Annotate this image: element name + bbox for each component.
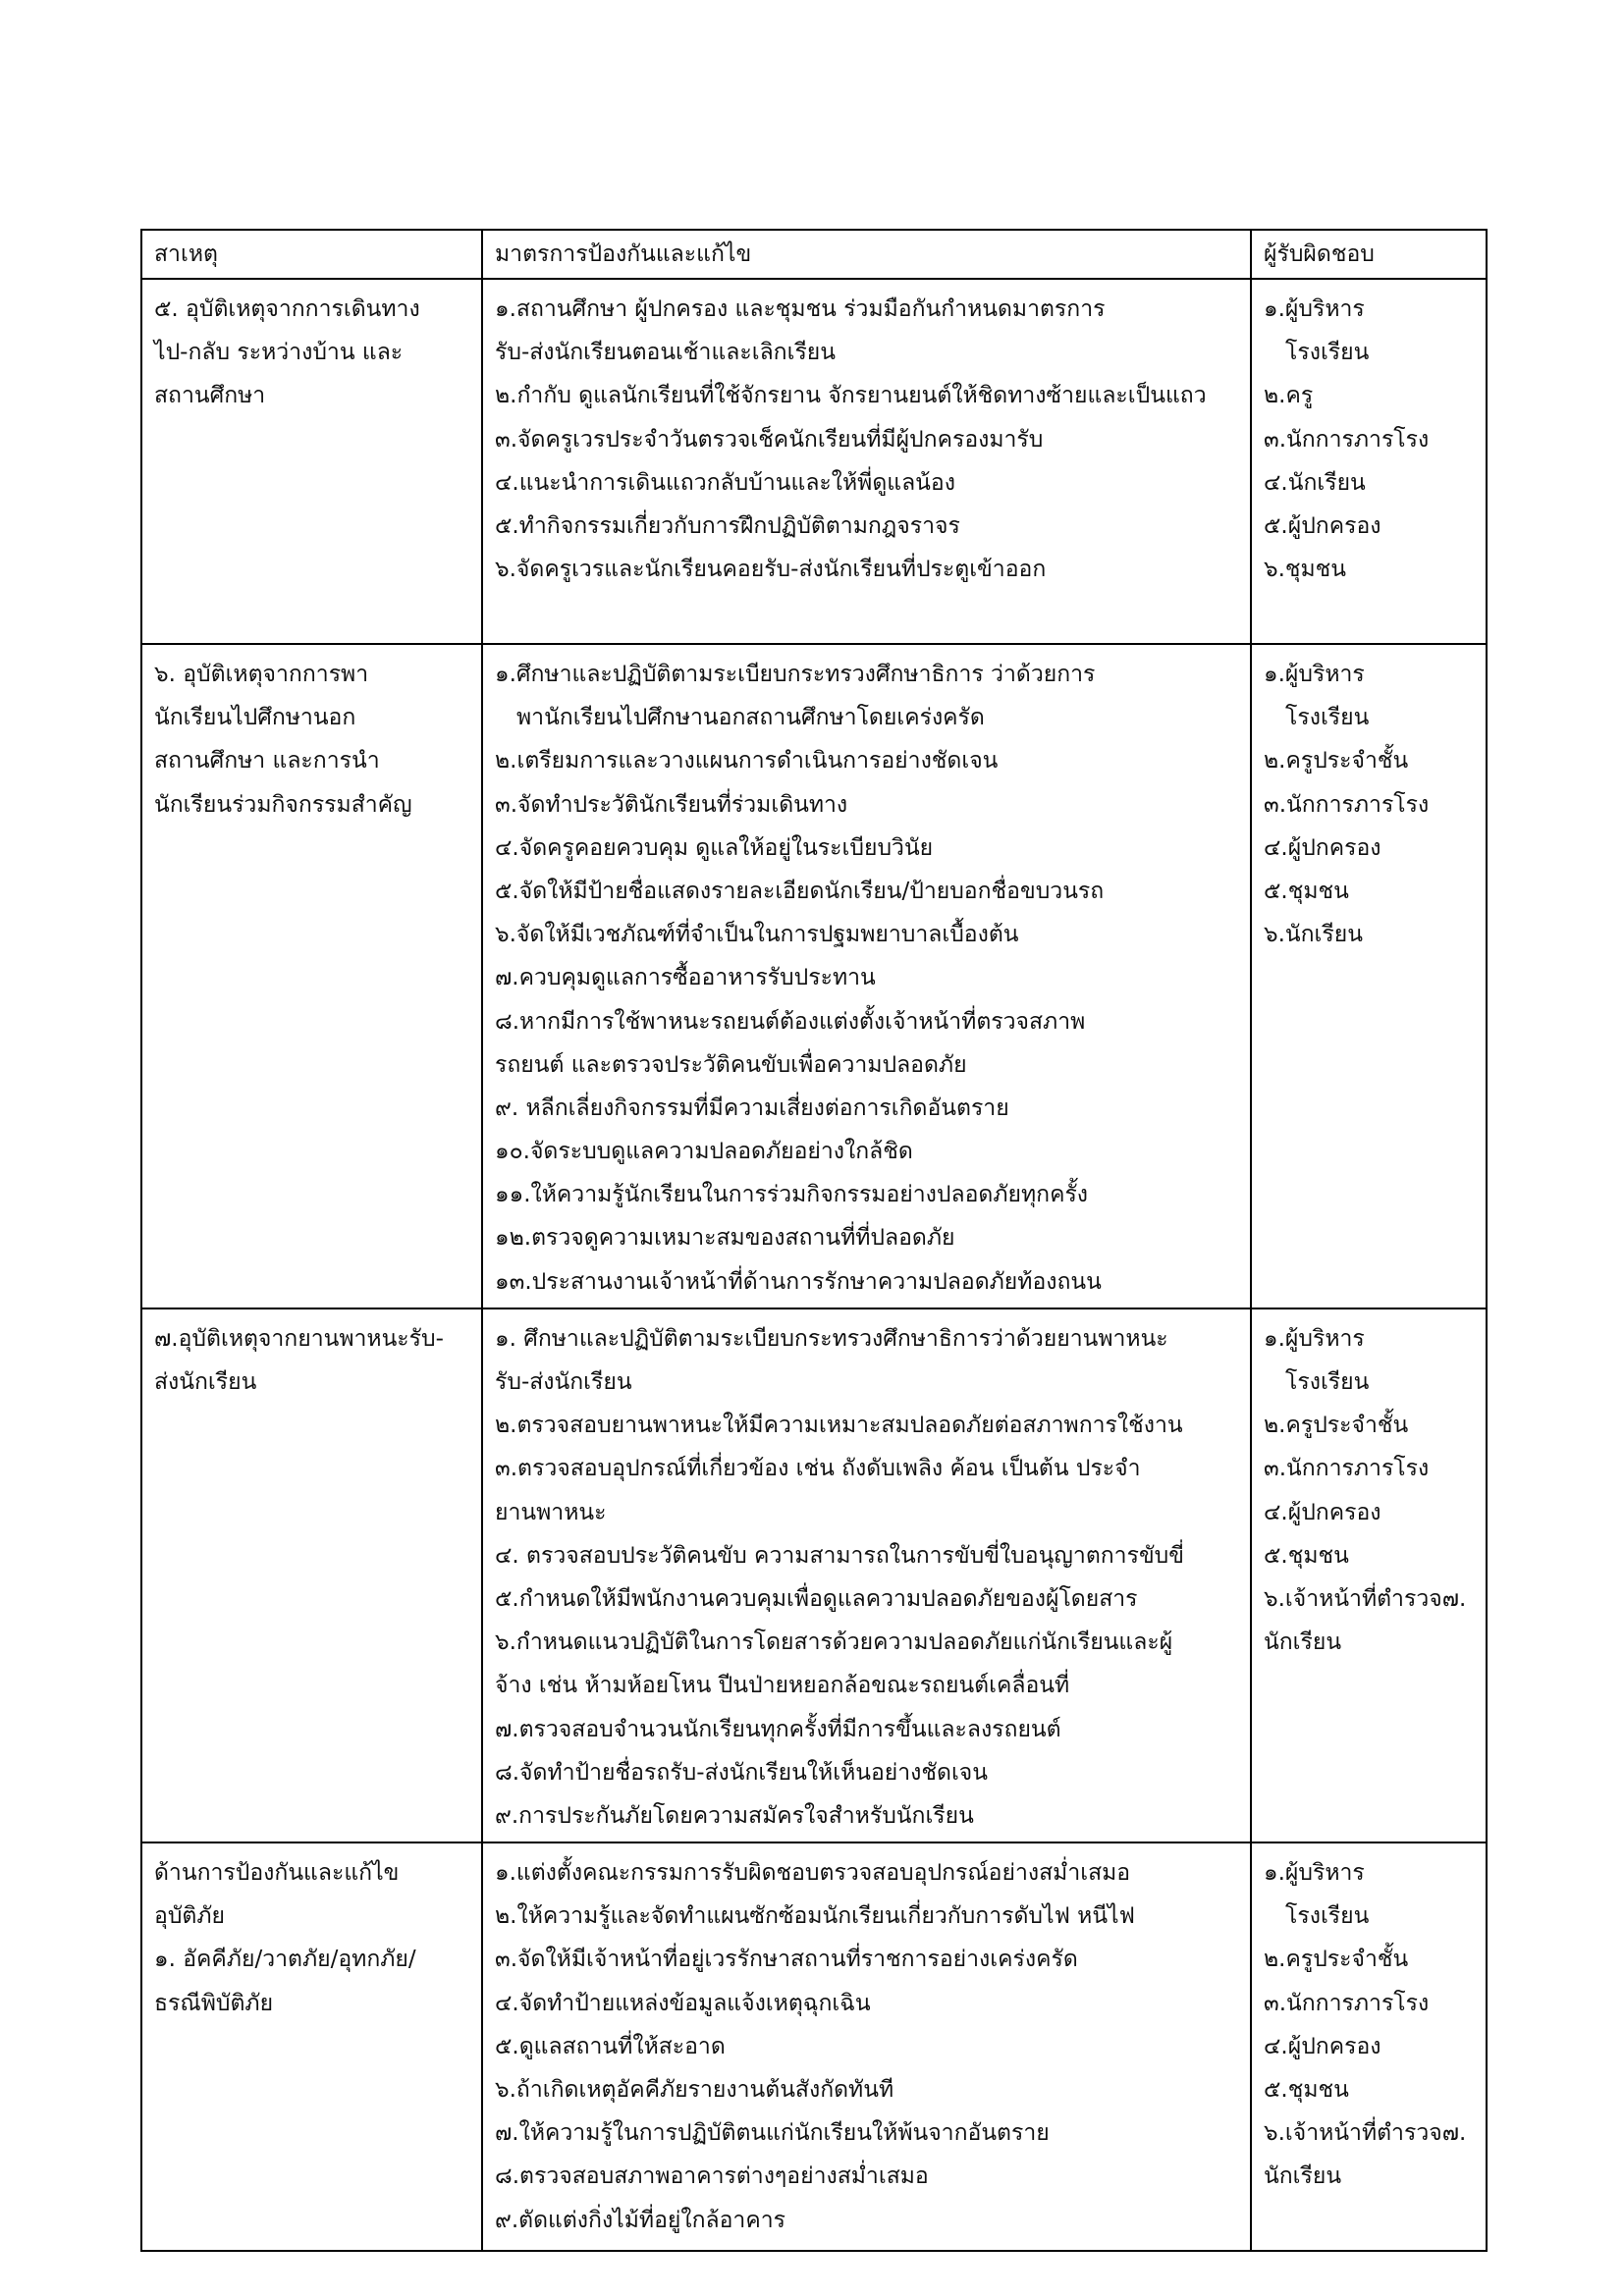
measure-line: ๑.ศึกษาและปฏิบัติตามระเบียบกระทรวงศึกษาธิการ ว่าด้วยการ <box>495 662 1096 687</box>
measures-table <box>140 229 1488 2252</box>
measure-line: ๗.ตรวจสอบจำนวนนักเรียนทุกครั้งที่มีการขึ้นและลงรถยนต์ <box>495 1716 1061 1742</box>
measure-line: ๗.ควบคุมดูแลการซื้ออาหารรับประทาน <box>495 965 876 991</box>
measure-line: ๘.ตรวจสอบสภาพอาคารต่างๆอย่างสม่ำเสมอ <box>495 2163 929 2190</box>
measure-line: รับ-ส่งนักเรียนตอนเช้าและเลิกเรียน <box>495 340 837 366</box>
responsible-line: โรงเรียน <box>1285 1903 1370 1930</box>
cause-line: สถานศึกษา <box>154 383 266 409</box>
table-row <box>141 644 1487 1308</box>
cause-line: ด้านการป้องกันและแก้ไข <box>154 1860 400 1887</box>
measure-line: ๖.กำหนดแนวปฏิบัติในการโดยสารด้วยความปลอดภัยแก่นักเรียนและผู้ <box>495 1629 1173 1656</box>
responsible-line: ๑.ผู้บริหาร <box>1264 662 1365 687</box>
cause-line: นักเรียนไปศึกษานอก <box>154 705 356 731</box>
responsible-line: ๑.ผู้บริหาร <box>1264 1860 1365 1887</box>
header-cause: สาเหตุ <box>141 230 482 279</box>
measure-line: ๙.ตัดแต่งกิ่งไม้ที่อยู่ใกล้อาคาร <box>495 2207 785 2233</box>
measure-line: ๒.กำกับ ดูแลนักเรียนที่ใช้จักรยาน จักรยานยนต์ให้ชิดทางซ้ายและเป็นแถว <box>495 383 1207 409</box>
measure-line: พานักเรียนไปศึกษานอกสถานศึกษาโดยเคร่งครัด <box>516 705 985 731</box>
measure-line: ๓.จัดครูเวรประจำวันตรวจเช็คนักเรียนที่มีผู้ปกครองมารับ <box>495 426 1044 453</box>
measure-line: ๒.ตรวจสอบยานพาหนะให้มีความเหมาะสมปลอดภัยต่อสภาพการใช้งาน <box>495 1413 1183 1439</box>
measure-line: รับ-ส่งนักเรียน <box>495 1369 632 1395</box>
table-header-row <box>141 230 1487 279</box>
cause-line: ๕. อุบัติเหตุจากการเดินทาง <box>154 296 420 322</box>
measure-line: ๓.ตรวจสอบอุปกรณ์ที่เกี่ยวข้อง เช่น ถังดับเพลิง ค้อน เป็นต้น ประจำ <box>495 1456 1141 1482</box>
measure-line: ๙. หลีกเลี่ยงกิจกรรมที่มีความเสี่ยงต่อการเกิดอันตราย <box>495 1095 1009 1121</box>
measure-line: ๓.จัดทำประวัตินักเรียนที่ร่วมเดินทาง <box>495 791 848 818</box>
responsible-cell <box>1251 279 1487 644</box>
responsible-line: ๔.ผู้ปกครอง <box>1264 2033 1381 2059</box>
measures-cell <box>482 644 1251 1308</box>
header-responsible: ผู้รับผิดชอบ <box>1251 230 1487 279</box>
measure-line: ๘.หากมีการใช้พาหนะรถยนต์ต้องแต่งตั้งเจ้าหน้าที่ตรวจสภาพ <box>495 1008 1086 1035</box>
measure-line: ๔.จัดทำป้ายแหล่งข้อมูลแจ้งเหตุฉุกเฉิน <box>495 1990 871 2016</box>
responsible-line: ๒.ครูประจำชั้น <box>1264 1413 1409 1439</box>
measure-line: ๖.ถ้าเกิดเหตุอัคคีภัยรายงานต้นสังกัดทันที <box>495 2077 894 2103</box>
measure-line: ๑๓.ประสานงานเจ้าหน้าที่ด้านการรักษาความปลอดภัยท้องถนน <box>495 1268 1102 1295</box>
measures-cell <box>482 1842 1251 2251</box>
responsible-line: ๕.ผู้ปกครอง <box>1264 512 1381 539</box>
responsible-line: ๔.ผู้ปกครอง <box>1264 1499 1381 1525</box>
measure-line: ๕.ทำกิจกรรมเกี่ยวกับการฝึกปฏิบัติตามกฎจราจร <box>495 512 960 539</box>
responsible-cell <box>1251 644 1487 1308</box>
measure-line: ๑๒.ตรวจดูความเหมาะสมของสถานที่ที่ปลอดภัย <box>495 1225 955 1252</box>
cause-line: สถานศึกษา และการนำ <box>154 748 380 774</box>
responsible-cell <box>1251 1308 1487 1842</box>
responsible-line: ๖.เจ้าหน้าที่ตำรวจ๗. <box>1264 1585 1467 1612</box>
table-row <box>141 1842 1487 2251</box>
cause-cell <box>141 644 482 1308</box>
responsible-line: ๖.นักเรียน <box>1264 922 1363 948</box>
responsible-line: ๖.ชุมชน <box>1264 557 1347 583</box>
cause-line: ส่งนักเรียน <box>154 1369 257 1395</box>
responsible-cell <box>1251 1842 1487 2251</box>
cause-line: ไป-กลับ ระหว่างบ้าน และ <box>154 340 404 366</box>
cause-line: ๗.อุบัติเหตุจากยานพาหนะรับ- <box>154 1325 444 1352</box>
measure-line: ๖.จัดครูเวรและนักเรียนคอยรับ-ส่งนักเรียนที่ประตูเข้าออก <box>495 557 1047 583</box>
responsible-line: ๕.ชุมชน <box>1264 2077 1349 2103</box>
measure-line: ๒.เตรียมการและวางแผนการดำเนินการอย่างชัดเจน <box>495 748 999 774</box>
responsible-line: ๒.ครูประจำชั้น <box>1264 1947 1409 1973</box>
responsible-line: ๓.นักการภารโรง <box>1264 426 1430 453</box>
measure-line: ๑.สถานศึกษา ผู้ปกครอง และชุมชน ร่วมมือกันกำหนดมาตรการ <box>495 296 1106 322</box>
measure-line: ๑๑.ให้ความรู้นักเรียนในการร่วมกิจกรรมอย่างปลอดภัยทุกครั้ง <box>495 1182 1089 1208</box>
measure-line: ๒.ให้ความรู้และจัดทำแผนซักซ้อมนักเรียนเกี่ยวกับการดับไฟ หนีไฟ <box>495 1903 1135 1930</box>
measure-line: รถยนต์ และตรวจประวัติคนขับเพื่อความปลอดภัย <box>495 1051 967 1078</box>
responsible-line: ๑.ผู้บริหาร <box>1264 296 1365 322</box>
responsible-line: ๓.นักการภารโรง <box>1264 1990 1430 2016</box>
responsible-line: โรงเรียน <box>1285 340 1370 366</box>
measures-cell <box>482 279 1251 644</box>
responsible-line: ๓.นักการภารโรง <box>1264 791 1430 818</box>
measure-line: ๖.จัดให้มีเวชภัณฑ์ที่จำเป็นในการปฐมพยาบาลเบื้องต้น <box>495 922 1019 948</box>
responsible-line: ๕.ชุมชน <box>1264 1542 1349 1569</box>
responsible-line: ๓.นักการภารโรง <box>1264 1456 1430 1482</box>
responsible-line: ๖.เจ้าหน้าที่ตำรวจ๗. <box>1264 2120 1467 2147</box>
cause-line: นักเรียนร่วมกิจกรรมสำคัญ <box>154 791 412 818</box>
responsible-line: ๕.ชุมชน <box>1264 878 1349 904</box>
responsible-line: โรงเรียน <box>1285 1369 1370 1395</box>
measure-line: ๑. ศึกษาและปฏิบัติตามระเบียบกระทรวงศึกษาธิการว่าด้วยยานพาหนะ <box>495 1325 1168 1352</box>
measure-line: ยานพาหนะ <box>495 1499 607 1525</box>
table-row <box>141 279 1487 644</box>
measure-line: ๔. ตรวจสอบประวัติคนขับ ความสามารถในการขับขี่ใบอนุญาตการขับขี่ <box>495 1542 1184 1569</box>
header-measures: มาตรการป้องกันและแก้ไข <box>482 230 1251 279</box>
measure-line: ๗.ให้ความรู้ในการปฏิบัติตนแก่นักเรียนให้พ้นจากอันตราย <box>495 2120 1050 2147</box>
responsible-line: ๒.ครู <box>1264 383 1314 409</box>
measure-line: ๑๐.จัดระบบดูแลความปลอดภัยอย่างใกล้ชิด <box>495 1139 913 1165</box>
cause-line: อุบัติภัย <box>154 1903 225 1930</box>
measure-line: ๔.จัดครูคอยควบคุม ดูแลให้อยู่ในระเบียบวินัย <box>495 834 934 861</box>
measures-cell <box>482 1308 1251 1842</box>
responsible-line: นักเรียน <box>1264 1629 1342 1656</box>
cause-cell <box>141 1842 482 2251</box>
measure-line: ๙.การประกันภัยโดยความสมัครใจสำหรับนักเรียน <box>495 1802 974 1829</box>
measure-line: จ้าง เช่น ห้ามห้อยโหน ปีนป่ายหยอกล้อขณะรถยนต์เคลื่อนที่ <box>495 1673 1070 1699</box>
cause-line: ธรณีพิบัติภัย <box>154 1990 274 2016</box>
responsible-line: ๔.นักเรียน <box>1264 469 1366 496</box>
table-row <box>141 1308 1487 1842</box>
responsible-line: โรงเรียน <box>1285 705 1370 731</box>
measure-line: ๑.แต่งตั้งคณะกรรมการรับผิดชอบตรวจสอบอุปกรณ์อย่างสม่ำเสมอ <box>495 1860 1131 1887</box>
responsible-line: ๑.ผู้บริหาร <box>1264 1325 1365 1352</box>
measure-line: ๓.จัดให้มีเจ้าหน้าที่อยู่เวรรักษาสถานที่ราชการอย่างเคร่งครัด <box>495 1947 1078 1973</box>
measure-line: ๔.แนะนำการเดินแถวกลับบ้านและให้พี่ดูแลน้อง <box>495 469 955 496</box>
measure-line: ๕.ดูแลสถานที่ให้สะอาด <box>495 2033 726 2059</box>
measure-line: ๕.กำหนดให้มีพนักงานควบคุมเพื่อดูแลความปลอดภัยของผู้โดยสาร <box>495 1585 1138 1612</box>
measure-line: ๘.จัดทำป้ายชื่อรถรับ-ส่งนักเรียนให้เห็นอย่างชัดเจน <box>495 1759 989 1786</box>
responsible-line: นักเรียน <box>1264 2163 1342 2190</box>
cause-line: ๖. อุบัติเหตุจากการพา <box>154 662 369 687</box>
measure-line: ๕.จัดให้มีป้ายชื่อแสดงรายละเอียดนักเรียน/ป้ายบอกชื่อขบวนรถ <box>495 878 1105 904</box>
cause-line: ๑. อัคคีภัย/วาตภัย/อุทกภัย/ <box>154 1947 416 1973</box>
cause-cell <box>141 1308 482 1842</box>
cause-cell <box>141 279 482 644</box>
responsible-line: ๒.ครูประจำชั้น <box>1264 748 1409 774</box>
responsible-line: ๔.ผู้ปกครอง <box>1264 834 1381 861</box>
